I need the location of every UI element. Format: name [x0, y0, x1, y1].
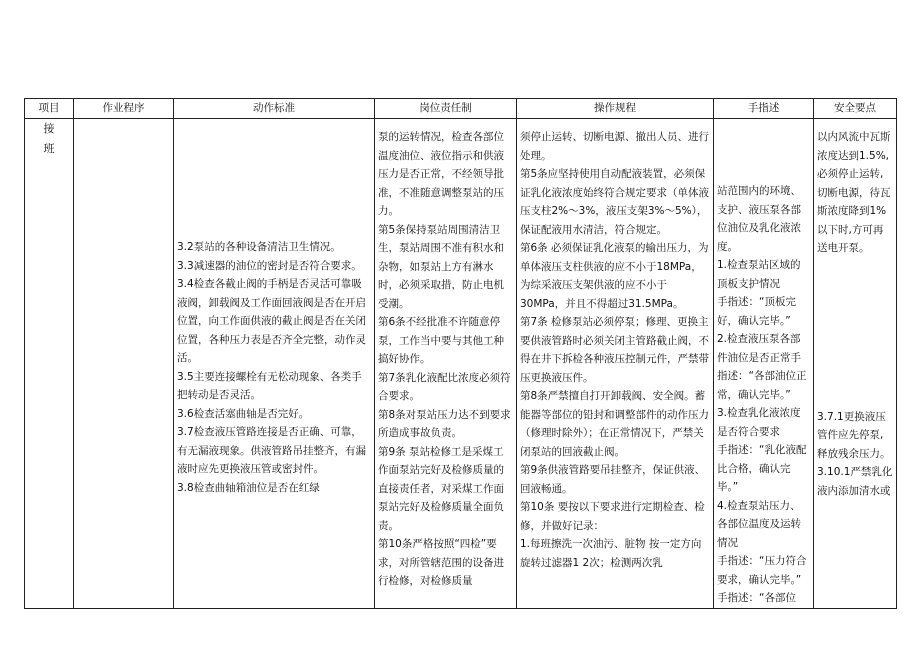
cell-procedure [74, 119, 174, 609]
cell-operation [517, 119, 714, 609]
header-project: 项目 [25, 99, 74, 119]
table-row [25, 119, 897, 609]
hand-point-text: 站范围内的环境、支护、液压泵各部位油位及乳化液浓度。 1.检查泵站区域的顶板支护情况 手指述：“顶板完好，确认完毕。” 2.检查液压泵各部件油位是否正常手指述：“各部油位正常，确认完毕。” 3.检查乳化液浓度是否符合要求 手指述：“乳化液配比合格，确认完毕。” 4.检查泵站压力、各部位温度及运转情况 手指述：“压力符合要求，确认完毕。” 手指述：“各部位 [717, 185, 807, 604]
safety-top-text: 以内风流中瓦斯浓度达到1.5%,必须停止运转,切断电源，待瓦斯浓度降到1%以下时,方可再送电开泵。 [817, 131, 891, 254]
header-action-standard: 动作标准 [174, 99, 375, 119]
header-procedure: 作业程序 [74, 99, 174, 119]
header-responsibility: 岗位责任制 [375, 99, 517, 119]
responsibility-text: 泵的运转情况，检查各部位温度油位、液位指示和供液压力是否正常，不经领导批准，不准随意调整泵站的压力。 第5条保持泵站周围清洁卫生，泵站周围不准有积水和杂物，如泵站上方有淋水时，必须采取措，防止电机受潮。 第6条不经批准不许随意停泵，工作当中要与其他工种搞好协作。 第7条乳化液配比浓度必须符合要求。 第8条对泵站压力达不到要求所造成事故负责。 第9条 泵站检修工是采煤工作面泵站完好及检修质量的直接责任者，对采煤工作面泵站完好及检修质量全面负责。 第10条严格按照“四检”要求，对所管辖范围的设备进行检修，对检修质量 [378, 131, 511, 587]
operation-text: 须停止运转、切断电源、撤出人员、进行处理。 第5条应坚持使用自动配液装置，必须保证乳化液浓度始终符合规定要求（单体液压支柱2%～3%，液压支架3%～5%），保证配液用水清洁，符合规定。 第6条 必须保证乳化液泵的输出压力，为单体液压支柱供液的应不小于18MPa，为综采液压支架供液的应不小于30MPa，并且不得超过31.5MPa。 第7条 检修泵站必须停泵；修理、更换主要供液管路时必须关闭主管路截止阀，不得在井下拆检各种液压控制元件，严禁带压更换液压件。 第8条严禁擅自打开卸载阀、安全阀。蓄能器等部位的铅封和调整部件的动作压力（修理时除外）；在正常情况下，严禁关闭泵站的回液截止阀。 第9条供液管路要吊挂整齐，保证供液、回液畅通。 第10条 要按以下要求进行定期检查、检修，并做好记录： 1.每班擦洗一次油污、脏物 按一定方向旋转过滤器1 2次；检测两次乳 [520, 131, 709, 569]
header-row [25, 99, 897, 119]
header-operation: 操作规程 [517, 99, 714, 119]
cell-project: 接 班 [25, 119, 74, 609]
work-standard-table [24, 98, 897, 609]
cell-responsibility [375, 119, 517, 609]
cell-safety [814, 119, 897, 609]
action-standard-text: 3.2泵站的各种设备清洁卫生情况。 3.3减速器的油位的密封是否符合要求。 3.4检查各截止阀的手柄是否灵活可靠吸液阀，卸载阀及工作面回液阀是否在开启位置，向工作面供液的截止阀是否在关闭位置，各种压力表是否齐全完整，动作灵活。 3.5主要连接螺栓有无松动现象、各类手把转动是否灵活。 3.6检查活塞曲轴是否完好。 3.7检查液压管路连接是否正确、可靠，有无漏液现象。供液管路吊挂整齐，有漏液时应先更换液压管或密封件。 3.8检查曲轴箱油位是否在红绿 [177, 241, 366, 494]
safety-bottom-text: 3.7.1更换液压管件应先停泵,释放残余压力。 3.10.1严禁乳化液内添加清水或 [817, 410, 893, 497]
header-hand-point: 手指述 [714, 99, 814, 119]
cell-action-standard [174, 119, 375, 609]
header-safety: 安全要点 [814, 99, 897, 119]
cell-hand-point [714, 119, 814, 609]
